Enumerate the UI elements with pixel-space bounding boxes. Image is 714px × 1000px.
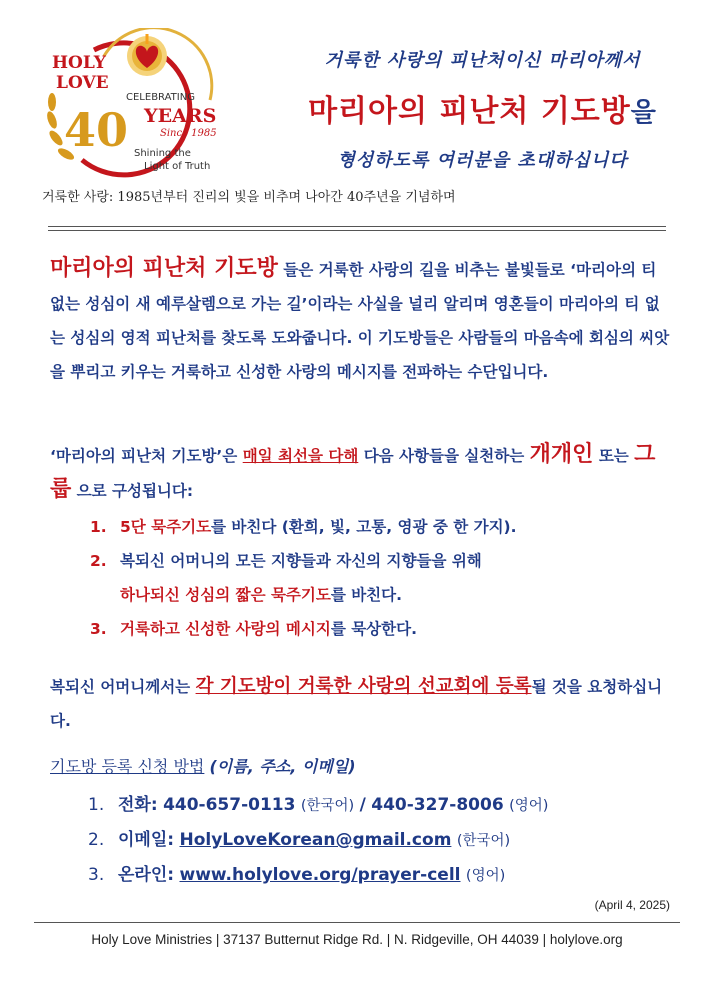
composition-paragraph: [50, 438, 670, 508]
logo-holy: HOLY: [52, 53, 106, 73]
list-highlight: 하나되신 성심의 짧은 묵주기도: [120, 586, 331, 604]
intro-lead: 마리아의 피난처 기도방: [50, 256, 278, 281]
header-line-3: 형성하도록 여러분을 초대하십니다: [337, 150, 628, 171]
registration-title: [50, 754, 356, 777]
list-number: 1.: [90, 518, 107, 536]
request-highlight: 각 기도방이 거룩한 사랑의 선교회에 등록: [195, 676, 532, 697]
header-line-1: 거룩한 사랑의 피난처이신 마리아께서: [324, 50, 641, 71]
logo-shining-2: Light of Truth: [144, 161, 211, 172]
language-note: (한국어): [456, 833, 511, 849]
composition-text: 으로 구성됩니다:: [76, 482, 194, 500]
list-number: 2.: [88, 830, 105, 850]
list-number: 3.: [88, 865, 105, 885]
registration-fields: (이름, 주소, 이메일): [209, 757, 356, 776]
logo-since: Since 1985: [160, 128, 217, 139]
intro-paragraph: [50, 252, 670, 389]
contact-label: 전화:: [118, 795, 158, 815]
list-text: 복되신 어머니의 모든 지향들과 자신의 지향들을 위해: [120, 552, 482, 570]
logo-shining-1: Shining the: [134, 148, 191, 159]
composition-text: 다음 사항들을 실천하는: [363, 447, 525, 465]
list-number: 3.: [90, 620, 107, 638]
contact-online: [88, 858, 548, 893]
footer: Holy Love Ministries | 37137 Butternut Ridge Rd. | N. Ridgeville, OH 44039 | holylove.org: [91, 932, 623, 947]
request-text: 될 것을 요청하십니다.: [50, 678, 663, 730]
email-link[interactable]: HolyLoveKorean@gmail.com: [179, 830, 452, 850]
list-text: 를 바친다 (환희, 빛, 고통, 영광 중 한 가지).: [211, 518, 517, 536]
subtitle: 거룩한 사랑: 1985년부터 진리의 빛을 비추며 나아간 40주년을 기념하며: [42, 190, 456, 205]
list-item: [90, 510, 680, 544]
divider: [48, 226, 666, 227]
request-text: 복되신 어머니께서는: [50, 678, 191, 696]
logo-forty: 40: [64, 103, 129, 157]
separator: /: [359, 795, 366, 815]
contact-email: [88, 823, 548, 858]
contact-list: [88, 788, 548, 893]
heart-icon: [127, 34, 167, 76]
group-label: 그룹: [50, 442, 656, 502]
contact-phone: [88, 788, 548, 823]
practice-list: [90, 510, 680, 646]
logo-love: LOVE: [56, 73, 109, 93]
registration-heading: 기도방 등록 신청 방법: [50, 757, 205, 776]
list-item: [90, 612, 680, 646]
list-highlight: 거룩하고 신성한 사랑의 메시지: [120, 620, 331, 638]
list-text: 를 바친다.: [330, 586, 403, 604]
language-note: (영어): [465, 868, 506, 884]
website-link[interactable]: www.holylove.org/prayer-cell: [179, 865, 461, 885]
logo-celebrating: CELEBRATING: [126, 92, 195, 103]
header-title-suffix: 을: [630, 98, 657, 128]
phone-korean[interactable]: 440-657-0113: [163, 795, 296, 815]
divider: [48, 230, 666, 231]
list-item: [90, 544, 680, 612]
holy-love-40-years-logo: [34, 28, 240, 178]
footer-divider: [34, 922, 680, 923]
document-date: (April 4, 2025): [594, 898, 670, 912]
phone-english[interactable]: 440-327-8006: [371, 795, 504, 815]
individual-label: 개개인: [529, 442, 594, 467]
logo-years: YEARS: [144, 105, 217, 127]
contact-label: 이메일:: [118, 830, 175, 850]
composition-text: ‘마리아의 피난처 기도방’은: [50, 447, 238, 465]
intro-text: 들은 거룩한 사랑의 길을 비추는 불빛들로 ‘마리아의 티 없는 성심이 새 예루살렘으로 가는 길’이라는 사실을 널리 알리며 영혼들이 마리아의 티 없는 성심의 영적 피난처를 찾도록 도와줍니다. 이 기도방들은 사람들의 마음속에 회심의 씨앗을 뿌리고 키우는 거룩하고 신성한 사랑의 메시지를 전파하는 수단입니다.: [50, 261, 670, 381]
language-note: (영어): [509, 798, 549, 814]
header-line-2: [270, 86, 695, 130]
composition-highlight: 매일 최선을 다해: [242, 447, 359, 465]
list-highlight: 5단 묵주기도: [120, 518, 212, 536]
list-number: 1.: [88, 795, 105, 815]
list-number: 2.: [90, 552, 107, 570]
composition-text: 또는: [598, 447, 629, 465]
request-paragraph: [50, 670, 670, 738]
list-text: 를 묵상한다.: [330, 620, 417, 638]
header-title: 마리아의 피난처 기도방: [308, 94, 631, 129]
header: [270, 46, 695, 172]
language-note: (한국어): [300, 798, 355, 814]
contact-label: 온라인:: [118, 865, 175, 885]
